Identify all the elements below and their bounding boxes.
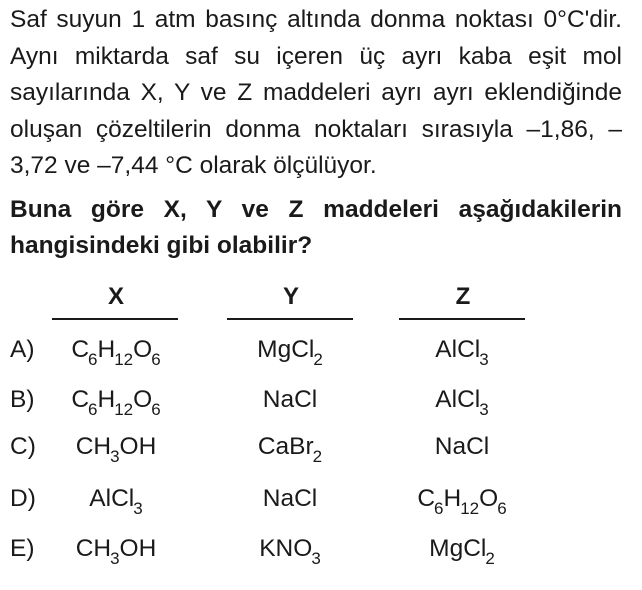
option-c-z-formula: NaCl xyxy=(434,433,490,460)
column-rule-y xyxy=(227,318,353,320)
option-d[interactable] xyxy=(0,482,642,532)
question-stem: Saf suyun 1 atm basınç altında donma noktası 0°C'dir. Aynı miktarda saf su içeren üç ayrı kaba eşit mol sayılarında X, Y ve Z maddeleri ayrı ayrı eklendiğinde oluşan çözeltilerin donma noktaları sırasıyla –1,86, –3,72 ve –7,44 °C olarak ölçülüyor. xyxy=(10,6,622,179)
option-b[interactable] xyxy=(0,383,642,433)
option-a-x-formula: $C_6H_{12}O_6$ xyxy=(71,336,161,369)
option-label: E) xyxy=(10,535,35,562)
option-a[interactable] xyxy=(0,333,642,383)
option-a-z-formula: AlCl$_3$ xyxy=(435,336,489,369)
column-header-x: X xyxy=(107,283,124,310)
option-label: A) xyxy=(10,336,35,363)
option-label: B) xyxy=(10,386,35,413)
option-b-x-formula: $C_6H_{12}O_6$ xyxy=(71,386,161,419)
option-c-y-formula: CaBr$_2$ xyxy=(257,433,323,466)
option-d-z-formula: $C_6H_{12}O_6$ xyxy=(417,485,507,518)
option-c-x-formula: $CH_3OH$ xyxy=(75,433,157,466)
column-header-y: Y xyxy=(282,283,299,310)
option-e[interactable] xyxy=(0,532,642,582)
column-rule-x xyxy=(52,318,178,320)
option-c[interactable] xyxy=(0,430,642,480)
option-e-z-formula: MgCl$_2$ xyxy=(429,535,495,568)
option-label: C) xyxy=(10,433,36,460)
column-header-z: Z xyxy=(455,283,471,310)
option-e-y-formula: $KNO_3$ xyxy=(259,535,321,568)
option-e-x-formula: $CH_3OH$ xyxy=(75,535,157,568)
option-b-z-formula: AlCl$_3$ xyxy=(435,386,489,419)
question-prompt: Buna göre X, Y ve Z maddeleri aşağıdakilerin hangisindeki gibi olabilir? xyxy=(10,196,622,259)
option-a-y-formula: MgCl$_2$ xyxy=(257,336,323,369)
option-label: D) xyxy=(10,485,36,512)
option-b-y-formula: NaCl xyxy=(262,386,318,413)
column-rule-z xyxy=(399,318,525,320)
option-d-y-formula: NaCl xyxy=(262,485,318,512)
option-d-x-formula: AlCl$_3$ xyxy=(89,485,143,518)
